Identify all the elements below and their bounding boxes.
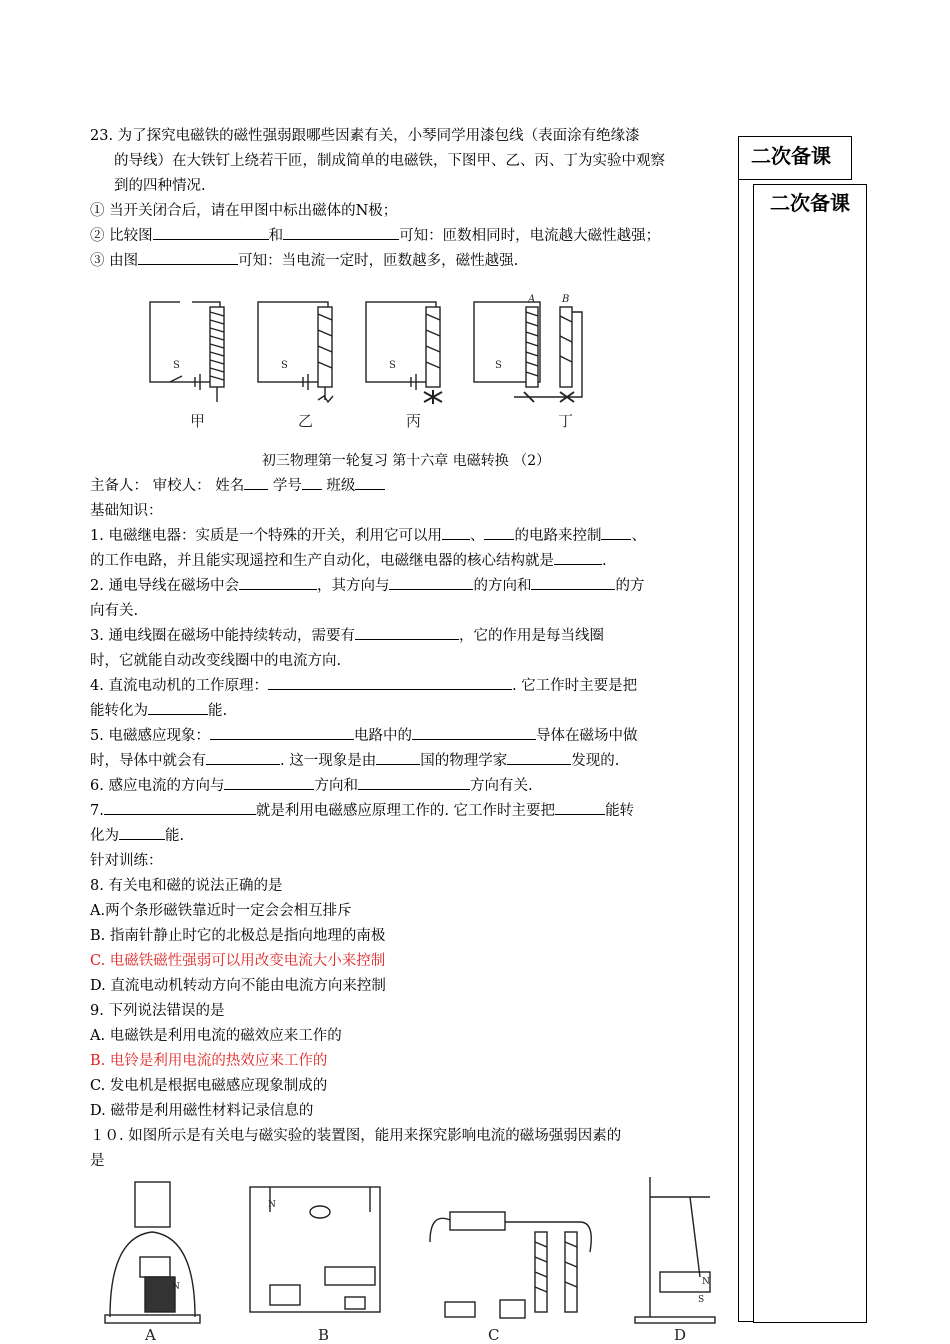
answer-blank[interactable] [484,525,514,540]
answer-blank[interactable] [153,225,269,240]
fig-label-ding: 丁 [558,412,574,430]
q9-stem: 9. 下列说法错误的是 [90,1003,225,1019]
fig-label-yi: 乙 [298,412,314,430]
q4-text-d: 能. [208,703,228,719]
q23-item2 [90,224,722,249]
q1-line2 [90,549,722,574]
q6-text-b: 方向和 [314,778,358,794]
q23-item1: ① 当开关闭合后，请在甲图中标出磁体的N极； [90,203,398,219]
q8-option-a[interactable]: A.两个条形磁铁靠近时一定会会相互排斥 [90,903,352,919]
apparatus-b-mark-left: N [268,1200,276,1210]
q5-text-e: . 这一现象是由 [280,753,377,769]
answer-blank[interactable] [210,725,354,740]
answer-blank[interactable] [376,750,420,765]
switch-label-ding: S [495,360,502,371]
nail-label-a: A [528,294,536,305]
q7-line2 [90,824,722,849]
q2-text-b: ，其方向与 [316,578,390,594]
q8-option-b[interactable]: B. 指南针静止时它的北极总是指向地理的南极 [90,928,386,944]
answer-blank[interactable] [358,775,470,790]
answer-blank[interactable] [601,525,631,540]
apparatus-label-c: C [488,1326,500,1344]
q1-text-c: 的电路来控制 [514,528,602,544]
fig-label-bing: 丙 [406,412,422,430]
q4-line1 [90,674,722,699]
revision-column [753,184,867,1323]
q6-text-c: 方向有关. [469,778,533,794]
q2-line1 [90,574,722,599]
answer-blank[interactable] [148,700,208,715]
apparatus-figures [100,1172,740,1344]
circuit-bing [366,302,442,404]
q23-item2-text-b: 和 [268,228,284,244]
switch-label-yi: S [281,360,288,371]
q1-text-b: 、 [469,528,485,544]
q23-line2: 的导线）在大铁钉上绕若干匝，制成简单的电磁铁，下图甲、乙、丙、丁为实验中观察 [114,153,665,169]
answer-blank[interactable] [224,775,314,790]
q7-text-e: 能. [165,828,185,844]
nail-label-b: B [562,294,570,305]
answer-blank[interactable] [389,575,473,590]
q23-item2-text-c: 可知：匝数相同时，电流越大磁性越强； [399,228,661,244]
q4-text-c: 能转化为 [90,703,148,719]
apparatus-d-mark-n: N [702,1277,710,1287]
answer-blank[interactable] [119,825,165,840]
answer-blank[interactable] [531,575,615,590]
q7-text-d: 化为 [90,828,119,844]
q10-line1: １０. 如图所示是有关电与磁实验的装置图，能用来探究影响电流的磁场强弱因素的 [90,1128,622,1144]
q1-text-f: . [602,553,607,569]
q5-text-c: 导体在磁场中做 [535,728,638,744]
answer-blank[interactable] [268,675,512,690]
q2-text-c: 的方向和 [473,578,532,594]
q3-text-a: 3. 通电线圈在磁场中能持续转动，需要有 [90,628,355,644]
answer-blank[interactable] [104,800,256,815]
number-blank[interactable] [302,475,322,490]
q8-stem: 8. 有关电和磁的说法正确的是 [90,878,283,894]
q6-line1 [90,774,722,799]
q9-option-c[interactable]: C. 发电机是根据电磁感应现象制成的 [90,1078,328,1094]
q7-text-c: 能转 [605,803,635,819]
q8-option-c[interactable]: C. 电磁铁磁性强弱可以用改变电流大小来控制 [90,953,386,969]
switch-label-jia: S [173,360,180,371]
revision-box-shadow [738,178,754,1322]
class-blank[interactable] [355,475,385,490]
apparatus-label-d: D [674,1326,687,1344]
q3-line2: 时，它就能自动改变线圈中的电流方向. [90,653,342,669]
name-blank[interactable] [244,475,268,490]
apparatus-d-mark-s: S [698,1295,705,1305]
answer-blank[interactable] [442,525,470,540]
q5-text-a: 5. 电磁感应现象： [90,728,210,744]
apparatus-label-b: B [318,1326,330,1344]
basics-heading: 基础知识： [90,503,163,519]
electromagnet-figures [140,282,600,432]
circuit-ding [474,302,582,402]
revision-title-top: 二次备课 [751,144,831,168]
circuit-yi [258,302,333,402]
answer-blank[interactable] [355,625,459,640]
staff-text-a: 主备人： 审校人： 姓名 [90,478,245,494]
q7-line1 [90,799,722,824]
answer-blank[interactable] [507,750,571,765]
q3-text-b: ，它的作用是每当线圈 [458,628,604,644]
q1-line1 [90,524,722,549]
staff-line [90,474,722,499]
answer-blank[interactable] [138,250,238,265]
q23-item3-text-b: 可知：当电流一定时，匝数越多，磁性越强. [238,253,519,269]
q1-text-d: 、 [631,528,646,544]
q2-text-d: 的方 [615,578,645,594]
q23-line3: 到的四种情况. [114,178,206,194]
q4-text-a: 4. 直流电动机的工作原理： [90,678,268,694]
worksheet-title: 初三物理第一轮复习 第十六章 电磁转换 （2） [261,453,551,469]
q4-line2 [90,699,722,724]
q3-line1 [90,624,722,649]
q2-line2: 向有关. [90,603,139,619]
switch-label-bing: S [389,360,396,371]
revision-title-inner: 二次备课 [770,191,850,215]
staff-text-b: 学号 [268,478,302,494]
q7-text-a: 7. [90,803,104,819]
q7-text-b: 就是利用电磁感应原理工作的. 它工作时主要把 [255,803,556,819]
q2-text-a: 2. 通电导线在磁场中会 [90,578,239,594]
apparatus-a-mark: N [172,1282,180,1292]
q5-line2 [90,749,722,774]
answer-blank[interactable] [554,550,602,565]
staff-text-c: 班级 [321,478,356,494]
q23-item3-text-a: ③ 由图 [90,253,139,269]
q5-line1 [90,724,722,749]
q5-text-d: 时，导体中就会有 [90,753,206,769]
q1-text-e: 的工作电路，并且能实现遥控和生产自动化，电磁继电器的核心结构就是 [90,553,554,569]
q8-option-d[interactable]: D. 直流电动机转动方向不能由电流方向来控制 [90,978,386,994]
q5-text-f: 国的物理学家 [420,753,508,769]
apparatus-c [430,1212,591,1318]
q10-line2: 是 [90,1153,105,1169]
q5-text-b: 电路中的 [353,728,412,744]
q9-option-a[interactable]: A. 电磁铁是利用电流的磁效应来工作的 [90,1028,342,1044]
answer-blank[interactable] [239,575,317,590]
q6-text-a: 6. 感应电流的方向与 [90,778,225,794]
answer-blank[interactable] [555,800,605,815]
q5-text-g: 发现的. [571,753,620,769]
answer-blank[interactable] [412,725,536,740]
q23-item2-text-a: ② 比较图 [90,228,153,244]
training-heading: 针对训练： [90,853,163,869]
apparatus-label-a: A [145,1326,156,1344]
q4-text-b: . 它工作时主要是把 [511,678,638,694]
q23-item3 [90,249,722,274]
revision-box-top [738,136,852,180]
q1-text-a: 1. 电磁继电器：实质是一个特殊的开关，利用它可以用 [90,528,442,544]
fig-label-jia: 甲 [190,412,206,430]
answer-blank[interactable] [283,225,399,240]
q9-option-b[interactable]: B. 电铃是利用电流的热效应来工作的 [90,1053,328,1069]
circuit-jia [150,302,224,402]
answer-blank[interactable] [206,750,280,765]
q23-line1: 23. 为了探究电磁铁的磁性强弱跟哪些因素有关，小琴同学用漆包线（表面涂有绝缘漆 [90,128,640,144]
apparatus-a [105,1182,200,1323]
q9-option-d[interactable]: D. 磁带是利用磁性材料记录信息的 [90,1103,314,1119]
